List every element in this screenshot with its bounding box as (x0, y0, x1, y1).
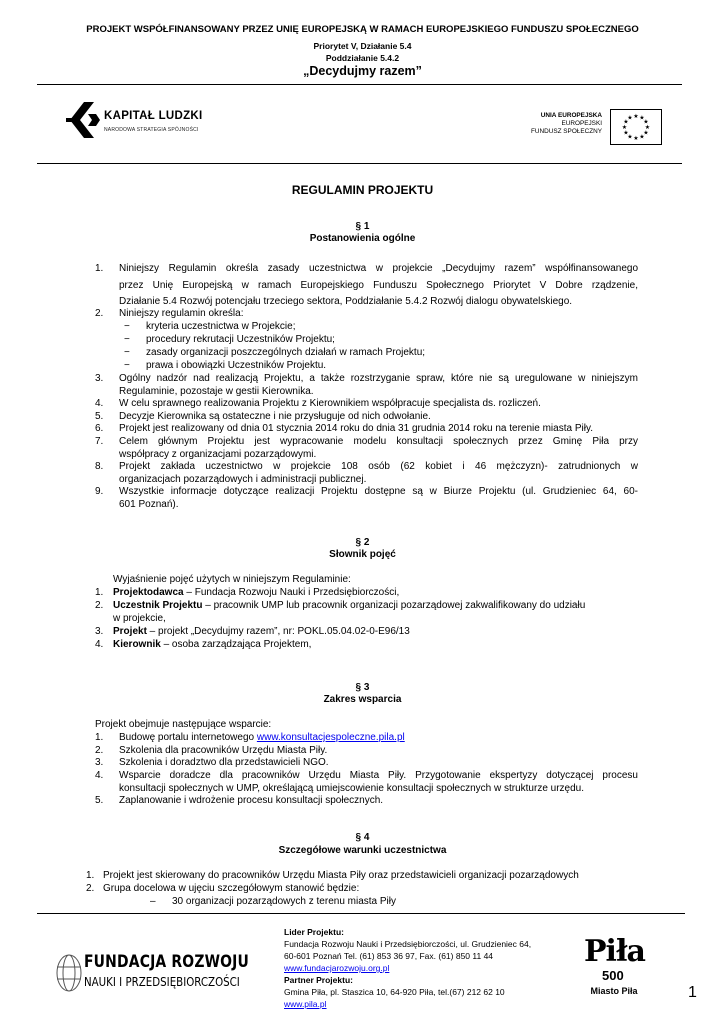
section-3-number: § 3 (355, 682, 370, 693)
svg-text:★: ★ (639, 114, 645, 122)
eu-line-2: EUROPEJSKI (561, 120, 602, 127)
miasto-pila-logo (582, 934, 646, 1004)
glossary-item: Uczestnik Projektu – pracownik UMP lub pracownik organizacji pozarządowej zakwalifikowany do udziału (113, 600, 586, 611)
list-number: 1. (95, 732, 104, 743)
fundacja-rozwoju-logo (56, 948, 266, 998)
list-item: Niniejszy regulamin określa: (119, 308, 244, 319)
list-number: 6. (95, 423, 104, 434)
bullet-dash: − (124, 334, 130, 345)
fundacja-rozwoju-sub: NAUKI I PRZEDSIĘBIORCZOŚCI (84, 974, 240, 989)
bullet-dash: − (124, 360, 130, 371)
list-number: 1. (95, 263, 104, 274)
list-number: 4. (95, 639, 104, 650)
list-number: 1. (95, 587, 104, 598)
glossary-intro: Wyjaśnienie pojęć użytych w niniejszym Regulaminie: (113, 574, 351, 585)
list-item: W celu sprawnego realizowania Projektu z Kierownikiem współpracuje specjalista ds. rozliczeń. (119, 398, 541, 409)
list-number: 2. (95, 308, 104, 319)
partner-website-link[interactable]: www.pila.pl (284, 999, 327, 1009)
project-contacts (284, 926, 531, 1010)
list-number: 3. (95, 626, 104, 637)
list-number: 3. (95, 373, 104, 384)
project-cofinanced-header: PROJEKT WSPÓŁFINANSOWANY PRZEZ UNIĘ EUROPEJSKĄ W RAMACH EUROPEJSKIEGO FUNDUSZU SPOŁECZNEGO (86, 24, 639, 35)
partner-address: Gmina Piła, pl. Staszica 10, 64-920 Piła, tel.(67) 212 62 10 (284, 987, 505, 997)
section-2-number: § 2 (355, 537, 370, 548)
fundacja-rozwoju-name: FUNDACJA ROZWOJU (84, 952, 249, 972)
pila-logo-number: 500 (602, 968, 624, 983)
list-item: Zaplanowanie i wdrożenie procesu konsultacji społecznych. (119, 795, 384, 806)
eu-flag-icon (610, 109, 662, 145)
list-item: Decyzje Kierownika są ostateczne i nie przysługuje od nich odwołanie. (119, 411, 431, 422)
list-number: 5. (95, 411, 104, 422)
list-number: 3. (95, 757, 104, 768)
list-number: 2. (95, 745, 104, 756)
bullet-dash: – (150, 896, 156, 907)
page-number: 1 (688, 984, 697, 1001)
list-number: 2. (95, 600, 104, 611)
list-item: Celem głównym Projektu jest wypracowanie modelu konsultacji społecznych przez Gminę Piła przy współpracy z organizacjami pozarządowymi. (119, 436, 638, 460)
priority-label: Priorytet V, Działanie 5.4 (313, 41, 412, 51)
list-item: Wszystkie informacje dotyczące realizacji Projektu dostępne są w Biurze Projektu (ul. Grudzieniec 64, 60- 601 Poznań). (119, 486, 638, 510)
bullet-dash: − (124, 347, 130, 358)
svg-text:★: ★ (639, 133, 645, 141)
glossary-item-cont: w projekcie, (113, 613, 166, 624)
sub-list-item: procedury rekrutacji Uczestników Projektu; (146, 334, 335, 345)
list-number: 8. (95, 461, 104, 472)
list-item: Szkolenia i doradztwo dla przedstawicieli NGO. (119, 757, 329, 768)
section-1-title: Postanowienia ogólne (309, 233, 416, 244)
glossary-item: Projekt – projekt „Decydujmy razem”, nr: POKL.05.04.02-0-E96/13 (113, 626, 410, 637)
eu-fund-text (520, 112, 602, 136)
section-4-number: § 4 (355, 832, 370, 843)
list-item: Niniejszy Regulamin określa zasady uczestnictwa w projekcie „Decydujmy razem” współfinansowanego przez Unię Europejską w ramach Europejskiego Funduszu Społecznego Priorytet V Dobre rządzenie, Działanie 5.4 Rozwój potencjału trzeciego sektora, Poddziałanie 5.4.2 Rozwój dialogu obywatelskiego. (119, 263, 638, 307)
svg-text:★: ★ (627, 133, 633, 141)
pila-caption: Miasto Piła (590, 986, 638, 996)
list-number: 2. (86, 883, 95, 894)
footer-divider (37, 913, 685, 914)
eu-line-3: FUNDUSZ SPOŁECZNY (530, 128, 602, 135)
subaction-label: Poddziałanie 5.4.2 (325, 53, 400, 63)
logo-divider (37, 163, 682, 164)
project-name: „Decydujmy razem” (303, 64, 422, 78)
list-item: Ogólny nadzór nad realizacją Projektu, a także rozstrzyganie spraw, które nie są uregulowane w niniejszym Regulaminie, pozostaje w gestii Kierownika. (119, 373, 638, 397)
list-item: Projekt zakłada uczestnictwo w projekcie 108 osób (62 kobiet i 46 mężczyzn)- zatrudnionych w organizacjach pozarządowych i administracji publicznej. (119, 461, 638, 485)
svg-text:★: ★ (623, 129, 629, 137)
document-title: REGULAMIN PROJEKTU (291, 183, 434, 197)
bullet-dash: − (124, 321, 130, 332)
svg-text:★: ★ (621, 124, 628, 131)
list-item: Grupa docelowa w ujęciu szczegółowym stanowić będzie: (103, 883, 360, 894)
globe-icon (56, 953, 82, 993)
glossary-item: Kierownik – osoba zarządzająca Projektem, (113, 639, 312, 650)
svg-text:★: ★ (633, 135, 639, 142)
list-item: Projekt jest realizowany od dnia 01 stycznia 2014 roku do dnia 31 grudnia 2014 roku na terenie miasta Piły. (119, 423, 593, 434)
kapital-ludzki-subtitle: NARODOWA STRATEGIA SPÓJNOŚCI (104, 127, 199, 133)
list-number: 7. (95, 436, 104, 447)
svg-text:★: ★ (623, 118, 629, 126)
lider-website-link[interactable]: www.fundacjarozwoju.org.pl (284, 963, 390, 973)
list-number: 1. (86, 870, 95, 881)
lider-label: Lider Projektu: (284, 927, 344, 937)
svg-text:★: ★ (627, 114, 633, 122)
kapital-ludzki-logo (64, 96, 224, 144)
portal-link[interactable]: www.konsultacjespoleczne.pila.pl (256, 732, 405, 743)
section-2-title: Słownik pojęć (329, 549, 396, 560)
svg-text:★: ★ (633, 113, 639, 120)
sub-list-item: 30 organizacji pozarządowych z terenu miasta Piły (172, 896, 396, 907)
svg-text:★: ★ (643, 118, 649, 126)
partner-label: Partner Projektu: (284, 975, 353, 985)
pila-logo-mark: Piła (584, 934, 645, 969)
list-number: 5. (95, 795, 104, 806)
support-intro: Projekt obejmuje następujące wsparcie: (95, 719, 272, 730)
lider-address: Fundacja Rozwoju Nauki i Przedsiębiorczości, ul. Grudzieniec 64, (284, 939, 532, 949)
list-item: Szkolenia dla pracowników Urzędu Miasta Piły. (119, 745, 328, 756)
sub-list-item: kryteria uczestnictwa w Projekcie; (146, 321, 296, 332)
section-4-title: Szczegółowe warunki uczestnictwa (278, 845, 447, 856)
kapital-ludzki-name: KAPITAŁ LUDZKI (104, 110, 203, 122)
sub-list-item: zasady organizacji poszczególnych działań w ramach Projektu; (146, 347, 426, 358)
list-item: Wsparcie doradcze dla pracowników Urzędu Miasta Piły. Przygotowanie ekspertyzy dotyczącej procesu konsultacji społecznych w UMP, określającą umiejscowienie konsultacji społecznych w strukturze urzędu. (119, 770, 638, 794)
svg-text:★: ★ (643, 129, 649, 137)
eu-line-1: UNIA EUROPEJSKA (540, 112, 602, 119)
list-number: 4. (95, 398, 104, 409)
list-number: 4. (95, 770, 104, 781)
glossary-item: Projektodawca – Fundacja Rozwoju Nauki i Przedsiębiorczości, (113, 587, 400, 598)
list-item: Budowę portalu internetowego www.konsultacjespoleczne.pila.pl (119, 732, 405, 743)
svg-text:★: ★ (644, 124, 651, 131)
lider-phone: 60-601 Poznań Tel. (61) 853 36 97, Fax. (61) 850 11 44 (284, 951, 494, 961)
sub-list-item: prawa i obowiązki Uczestników Projektu. (146, 360, 327, 371)
list-number: 9. (95, 486, 104, 497)
list-item: Projekt jest skierowany do pracowników Urzędu Miasta Piły oraz przedstawicieli organizacji pozarządowych (103, 870, 579, 881)
section-1-number: § 1 (355, 221, 370, 232)
section-3-title: Zakres wsparcia (323, 694, 402, 705)
header-divider (37, 84, 682, 85)
kapital-ludzki-emblem-icon (66, 98, 102, 142)
